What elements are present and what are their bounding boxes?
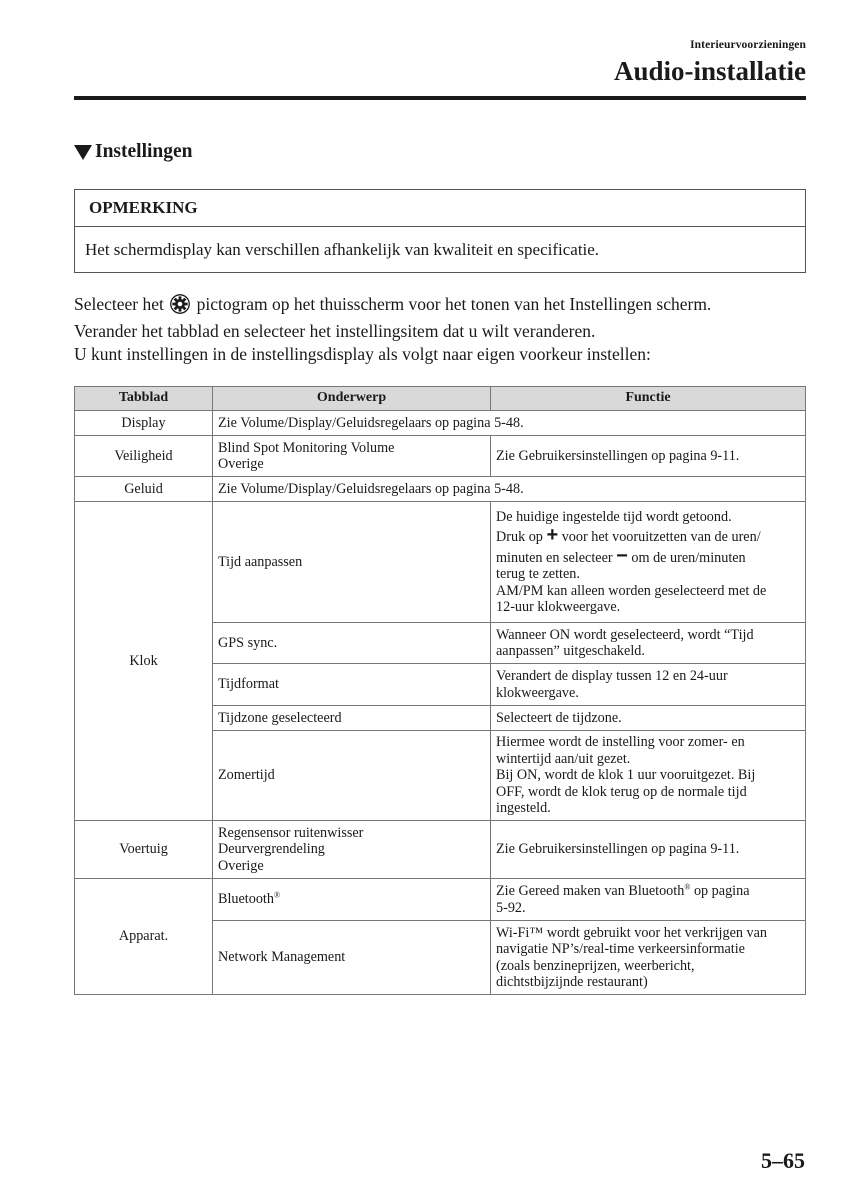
function-cell: Wi-Fi™ wordt gebruikt voor het verkrijgen van navigatie NP’s/real-time verkeersinformatie (zoals benzineprijzen, weerbericht, dichtstbijzijnde restaurant) [491, 921, 806, 995]
subject-cell: Regensensor ruitenwisser Deurvergrendeling Overige [213, 821, 491, 879]
intro-line-2: Verander het tabblad en selecteer het instellingsitem dat u wilt veranderen. [74, 321, 596, 341]
function-cell: Verandert de display tussen 12 en 24-uur klokweergave. [491, 664, 806, 706]
subject-cell: Blind Spot Monitoring Volume Overige [213, 436, 491, 477]
section-heading [74, 141, 193, 163]
table-row [75, 411, 806, 436]
subject-cell: Zomertijd [213, 731, 491, 821]
subject-cell: Network Management [213, 921, 491, 995]
table-row [75, 502, 806, 623]
function-cell: Selecteert de tijdzone. [491, 706, 806, 731]
note-box [74, 189, 806, 273]
note-heading: OPMERKING [75, 190, 805, 227]
table-row [75, 821, 806, 879]
subject-cell: Tijdzone geselecteerd [213, 706, 491, 731]
intro-text [74, 293, 814, 366]
subject-cell: Bluetooth® [213, 879, 491, 921]
header-tabblad: Tabblad [75, 387, 213, 411]
tab-cell: Voertuig [75, 821, 213, 879]
function-cell: Zie Gereed maken van Bluetooth® op pagina 5-92. [491, 879, 806, 921]
page-title: Audio-installatie [613, 56, 806, 86]
header-rule [74, 96, 806, 100]
table-row [75, 436, 806, 477]
subject-cell: Tijd aanpassen [213, 502, 491, 623]
subject-cell: GPS sync. [213, 623, 491, 664]
function-cell: Hiermee wordt de instelling voor zomer- en wintertijd aan/uit gezet. Bij ON, wordt de klok 1 uur vooruitgezet. Bij OFF, wordt de klok terug op de normale tijd ingesteld. [491, 731, 806, 821]
tab-cell: Klok [75, 502, 213, 821]
intro-line-1: Selecteer het pictogram op het thuisscherm voor het tonen van het Instellingen scherm. [74, 293, 814, 320]
function-cell: Wanneer ON wordt geselecteerd, wordt “Tijd aanpassen” uitgeschakeld. [491, 623, 806, 664]
header-onderwerp: Onderwerp [213, 387, 491, 411]
minus-icon: − [616, 544, 628, 567]
tab-cell: Display [75, 411, 213, 436]
table-row [75, 879, 806, 921]
note-body: Het schermdisplay kan verschillen afhankelijk van kwaliteit en specificatie. [85, 239, 600, 259]
function-cell: Zie Volume/Display/Geluidsregelaars op pagina 5-48. [213, 411, 806, 436]
page-number: 5–65 [761, 1148, 805, 1173]
section-title: Instellingen [95, 141, 193, 162]
table-header-row [75, 387, 806, 411]
settings-table [74, 386, 806, 995]
function-cell: De huidige ingestelde tijd wordt getoond. Druk op + voor het vooruitzetten van de uren/ minuten en selecteer − om de uren/minuten terug te zetten. AM/PM kan alleen worden geselecteerd met de 12-uur klokweergave. [491, 502, 806, 623]
function-cell: Zie Gebruikersinstellingen op pagina 9-11. [491, 436, 806, 477]
function-cell: Zie Volume/Display/Geluidsregelaars op pagina 5-48. [213, 477, 806, 502]
triangle-down-icon [74, 145, 92, 160]
table-row [75, 477, 806, 502]
intro-line-3: U kunt instellingen in de instellingsdisplay als volgt naar eigen voorkeur instellen: [74, 344, 651, 364]
tab-cell: Apparat. [75, 879, 213, 995]
gear-icon [170, 294, 190, 320]
subject-cell: Tijdformat [213, 664, 491, 706]
function-cell: Zie Gebruikersinstellingen op pagina 9-11. [491, 821, 806, 879]
tab-cell: Geluid [75, 477, 213, 502]
chapter-label: Interieurvoorzieningen [690, 39, 806, 51]
header-functie: Functie [491, 387, 806, 411]
plus-icon: + [546, 524, 559, 546]
tab-cell: Veiligheid [75, 436, 213, 477]
